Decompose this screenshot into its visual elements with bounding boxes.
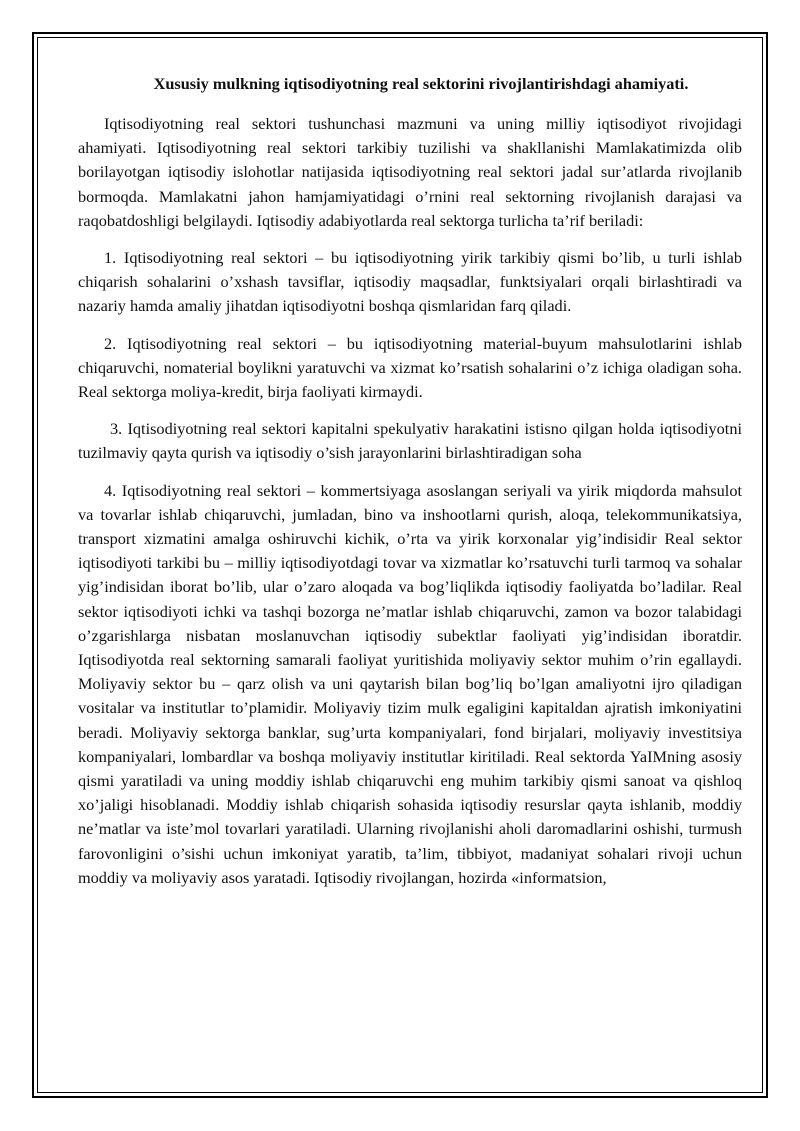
paragraph-definition-1: 1. Iqtisodiyotning real sektori – bu iqtisodiyotning yirik tarkibiy qismi bo’lib, u turli ishlab chiqarish sohalarini o’xshash tavsiflar, iqtisodiy maqsadlar, funktsiyalari orqali birlashtiradi va nazariy hamda amaliy jihatdan iqtisodiyotni boshqa qismlaridan farq qiladi. [78, 248, 742, 316]
paragraph-definition-4: 4. Iqtisodiyotning real sektori – kommertsiyaga asoslangan seriyali va yirik miqdorda mahsulot va tovarlar ishlab chiqaruvchi, jumladan, bino va inshootlarni qurish, aloqa, telekommunikatsiya, transport xizmatini amalga oshiruvchi kichik, o’rta va yirik korxonalar yig’indisidir Real sektor iqtisodiyoti tarkibi bu – milliy iqtisodiyotdagi tovar va xizmatlar ko’rsatuvchi turli tarmoq va sohalar yig’indisidan iborat bo’lib, ular o’zaro aloqada va bog’liqlikda iqtisodiy faoliyatda bo’ladilar. Real sektor iqtisodiyoti ichki va tashqi bozorga ne’matlar ishlab chiqaruvchi, zamon va bozor talabidagi o’zgarishlarga nisbatan moslanuvchan iqtisodiy subektlar faoliyati yig’indisidan iboratdir. Iqtisodiyotda real sektorning samarali faoliyat yuritishida moliyaviy sektor muhim o’rin egallaydi. Moliyaviy sektor bu – qarz olish va uni qaytarish bilan bog’liq bo’lgan amaliyotni ijro qiladigan vositalar va institutlar to’plamidir. Moliyaviy tizim mulk egaligini kapitaldan ajratish imkoniyatini beradi. Moliyaviy sektorga banklar, sug’urta kompaniyalari, fond birjalari, moliyaviy investitsiya kompaniyalari, lombardlar va boshqa moliyaviy institutlar kiritiladi. Real sektorda YaIMning asosiy qismi yaratiladi va uning moddiy ishlab chiqaruvchi eng muhim tarkibiy qismi sanoat va qishloq xo’jaligi hisoblanadi. Moddiy ishlab chiqarish sohasida iqtisodiy resurslar qayta ishlanib, moddiy ne’matlar va iste’mol tovarlari yaratiladi. Ularning rivojlanishi aholi daromadlarini oshishi, turmush farovonligini o’sishi uchun imkoniyat yaratib, ta’lim, tibbiyot, madaniyat sohalari rivoji uchun moddiy va moliyaviy asos yaratadi. Iqtisodiy rivojlangan, hozirda «informatsion, [78, 480, 742, 887]
document-title: Xususiy mulkning iqtisodiyotning real sektorini rivojlantirishdagi ahamiyati. [153, 74, 689, 93]
paragraph-definition-3: 3. Iqtisodiyotning real sektori kapitalni spekulyativ harakatini istisno qilgan holda iqtisodiyotni tuzilmaviy qayta qurish va iqtisodiy o’sish jarayonlarini birlashtiradigan soha [78, 419, 742, 463]
document-body [78, 72, 742, 903]
paragraph-intro: Iqtisodiyotning real sektori tushunchasi mazmuni va uning milliy iqtisodiyot rivojidagi ahamiyati. Iqtisodiyotning real sektori tarkibiy tuzilishi va shakllanishi Mamlakatimizda olib borilayotgan iqtisodiy islohotlar natijasida iqtisodiyotning real sektori jadal sur’atlarda rivojlanib bormoqda. Mamlakatni jahon hamjamiyatidagi o’rnini real sektorning rivojlanish darajasi va raqobatdoshligi belgilaydi. Iqtisodiy adabiyotlarda real sektorga turlicha ta’rif beriladi: [78, 114, 742, 230]
paragraph-definition-2: 2. Iqtisodiyotning real sektori – bu iqtisodiyotning material-buyum mahsulotlarini ishlab chiqaruvchi, nomaterial boylikni yaratuvchi va xizmat ko’rsatish sohalarini o’z ichiga oladigan soha. Real sektorga moliya-kredit, birja faoliyati kirmaydi. [78, 333, 742, 402]
